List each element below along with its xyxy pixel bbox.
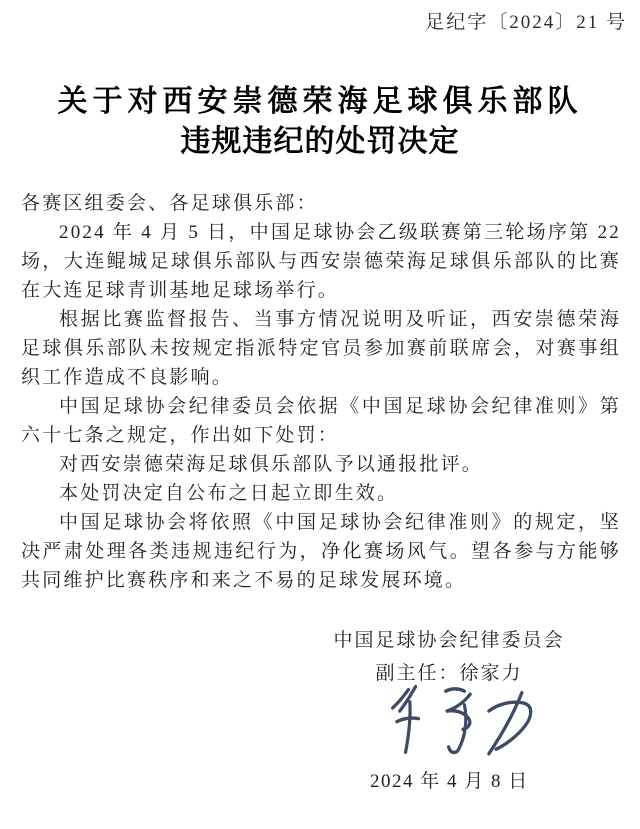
closing-block <box>333 624 565 690</box>
paragraph-effective-date: 本处罚决定自公布之日起立即生效。 <box>59 483 399 504</box>
signature-stroke <box>447 694 470 711</box>
paragraph-punishment: 对西安崇德荣海足球俱乐部队予以通报批评。 <box>59 454 484 475</box>
handwritten-signature <box>384 682 542 766</box>
paragraph-closing-statement: 中国足球协会将依照《中国足球协会纪律准则》的规定，坚决严肃处理各类违规违纪行为，净化赛场风气。望各参与方能够共同维护比赛秩序和来之不易的足球发展环境。 <box>21 512 621 591</box>
closing-signer-title: 副主任：徐家力 <box>375 663 523 684</box>
signature-stroke <box>393 690 409 708</box>
document-body <box>21 189 621 595</box>
document-reference-number: 足纪字〔2024〕21 号 <box>425 12 627 33</box>
paragraph-match-info: 2024 年 4 月 5 日，中国足球协会乙级联赛第三轮场序第 22 场，大连鲲城足球俱乐部队与西安崇德荣海足球俱乐部队的比赛在大连足球青训基地足球场举行。 <box>21 222 621 301</box>
paragraph-legal-basis: 中国足球协会纪律委员会依据《中国足球协会纪律准则》第六十七条之规定，作出如下处罚： <box>21 396 621 446</box>
closing-date: 2024 年 4 月 8 日 <box>370 771 529 792</box>
signature-stroke <box>406 702 411 752</box>
closing-organization: 中国足球协会纪律委员会 <box>333 630 565 651</box>
signature-stroke <box>446 689 465 691</box>
document-title-line-1: 关于对西安崇德荣海足球俱乐部队 <box>57 85 583 118</box>
document-title-line-2: 违规违纪的处罚决定 <box>180 125 460 158</box>
salutation-line: 各赛区组委会、各足球俱乐部： <box>21 193 318 214</box>
document-title <box>0 82 640 162</box>
signature-stroke <box>397 718 419 722</box>
paragraph-violation-facts: 根据比赛监督报告、当事方情况说明及听证，西安崇德荣海足球俱乐部队未按规定指派特定官员参加赛前联席会，对赛事组织工作造成不良影响。 <box>21 309 621 388</box>
